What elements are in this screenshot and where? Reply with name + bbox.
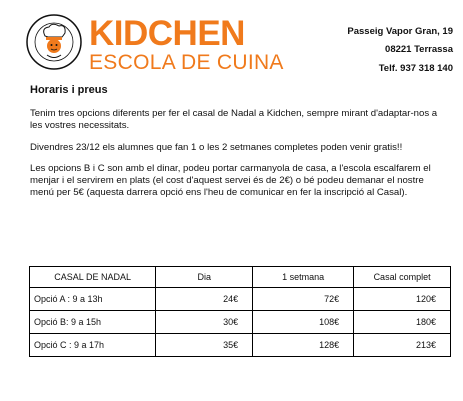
address-street: Passeig Vapor Gran, 19 <box>347 26 453 37</box>
price-cell: 72€ <box>253 288 354 311</box>
price-cell: 108€ <box>253 311 354 334</box>
option-label: Opció A : 9 a 13h <box>30 288 156 311</box>
paragraph-intro: Tenim tres opcions diferents per fer el casal de Nadal a Kidchen, sempre mirant d'adaptar-nos a les vostres necessitats. <box>30 108 438 132</box>
price-table <box>29 266 451 357</box>
kidchen-chef-logo-icon <box>26 14 82 70</box>
column-header: 1 setmana <box>253 267 354 288</box>
table-row <box>30 288 451 311</box>
price-cell: 213€ <box>354 334 451 357</box>
table-row <box>30 311 451 334</box>
table-row <box>30 334 451 357</box>
price-cell: 35€ <box>156 334 253 357</box>
column-header: CASAL DE NADAL <box>30 267 156 288</box>
brand-name: KIDCHEN <box>89 14 245 53</box>
paragraph-free-day: Divendres 23/12 els alumnes que fan 1 o les 2 setmanes completes poden venir gratis!! <box>30 141 403 153</box>
price-cell: 30€ <box>156 311 253 334</box>
paragraph-lunch-options: Les opcions B i C son amb el dinar, podeu portar carmanyola de casa, a l'escola escalfarem el menjar i el servirem en plats (el cost d'aquest servei és de 2€) o bé podeu demanar el nostre menú per 5€ (aquesta darrera opció ens l'heu de comunicar en fer la inscripció al Casal). <box>30 162 431 199</box>
option-label: Opció C : 9 a 17h <box>30 334 156 357</box>
section-title: Horaris i preus <box>30 84 108 96</box>
brand-subtitle: ESCOLA DE CUINA <box>89 51 284 74</box>
column-header: Casal complet <box>354 267 451 288</box>
price-cell: 120€ <box>354 288 451 311</box>
phone-number: Telf. 937 318 140 <box>378 63 453 74</box>
column-header: Dia <box>156 267 253 288</box>
price-cell: 180€ <box>354 311 451 334</box>
document-body <box>30 84 450 209</box>
letterhead <box>0 0 463 84</box>
table-header-row <box>30 267 451 288</box>
option-label: Opció B: 9 a 15h <box>30 311 156 334</box>
address-city: 08221 Terrassa <box>385 44 453 55</box>
price-cell: 24€ <box>156 288 253 311</box>
price-cell: 128€ <box>253 334 354 357</box>
